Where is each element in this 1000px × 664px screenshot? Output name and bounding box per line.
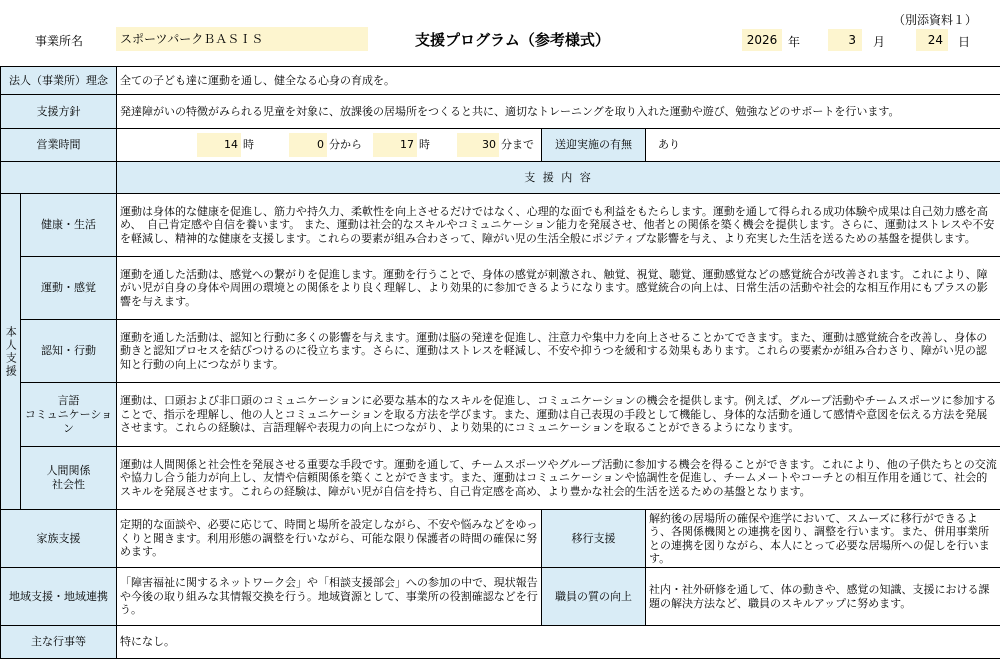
transport-label: 送迎実施の有無 bbox=[542, 129, 646, 162]
month-value[interactable]: 3 bbox=[828, 29, 862, 51]
hours-label: 営業時間 bbox=[1, 129, 117, 162]
personal-support-row-label: 運動・感覚 bbox=[21, 257, 117, 320]
start-hour-value[interactable]: 14 bbox=[197, 133, 241, 157]
support-program-table bbox=[0, 66, 1000, 659]
personal-support-row-label: 人間関係 社会性 bbox=[21, 447, 117, 510]
day-value[interactable]: 24 bbox=[916, 29, 948, 51]
year-value[interactable]: 2026 bbox=[742, 29, 782, 51]
transition-support-label: 移行支援 bbox=[542, 510, 646, 568]
personal-support-row-text: 運動は、口頭および非口頭のコミュニケーションに必要な基本的なスキルを促進し、コミュニケーションの機会を提供します。例えば、グループ活動やチームスポーツに参加することで、指示を理解し、他の人とコミュニケーションを取る方法を学びます。また、運動は自己表現の手段として機能し、身体的な活動を通して感情や意図を伝える方法を発展させます。これらの経験は、言語理解や表現力の向上につながり、より効果的にコミュニケーションを取ることができるようになります。 bbox=[117, 383, 1000, 447]
hours-row bbox=[117, 133, 541, 157]
end-hour-unit: 時 bbox=[419, 138, 430, 152]
personal-support-row-label: 認知・行動 bbox=[21, 320, 117, 383]
family-support-label: 家族支援 bbox=[1, 510, 117, 568]
personal-support-row-text: 運動は人間関係と社会性を発展させる重要な手段です。運動を通して、チームスポーツやグループ活動に参加する機会を得ることができます。これにより、他の子供たちとの交流や協力し合う能力が向上し、友情や信頼関係を築くことができます。また、運動はコミュニケーションや協調性を促進し、チームメートやコーチとの相互作用を通じて、社会的スキルを発展させます。これらの経験は、障がい児が自信を持ち、自己肯定感を高め、より豊かな社会的生活を送るための基盤となります。 bbox=[117, 447, 1000, 510]
philosophy-text: 全ての子ども達に運動を通し、健全なる心身の育成を。 bbox=[117, 67, 1000, 95]
staff-quality-label: 職員の質の向上 bbox=[542, 568, 646, 626]
end-min-unit: 分まで bbox=[501, 138, 534, 152]
hours-cell bbox=[117, 129, 542, 162]
main-events-text: 特になし。 bbox=[117, 626, 1000, 659]
month-label: 月 bbox=[873, 35, 886, 49]
attachment-note: （別添資料１） bbox=[893, 13, 978, 27]
main-events-label: 主な行事等 bbox=[1, 626, 117, 659]
transition-support-text: 解約後の居場所の確保や進学において、スムーズに移行ができるよう、各関係機関との連携を図り、調整を行います。また、併用事業所との連携を図りながら、本人にとって必要な居場所への促しを行います。 bbox=[646, 510, 1000, 568]
end-hour-value[interactable]: 17 bbox=[373, 133, 417, 157]
personal-support-row-text: 運動を通した活動は、認知と行動に多くの影響を与えます。運動は脳の発達を促進し、注意力や集中力を向上させることかてできます。また、運動は感覚統合を改善し、身体の動きと認知プロセスを結びつけるのに役立ちます。さらに、運動はストレスを軽減し、不安や抑うつを緩和する効果もあります。これらの要素かが組み合わさり、障がい児の認知と行動の向上につながります。 bbox=[117, 320, 1000, 383]
end-min-value[interactable]: 30 bbox=[457, 133, 499, 157]
policy-label: 支援方針 bbox=[1, 95, 117, 129]
community-support-text: 「障害福祉に関するネットワーク会」や「相談支援部会」への参加の中で、現状報告や今後の取り組みな其情報交換を行う。地域資源として、事業所の役割確認などを行う。 bbox=[117, 568, 542, 626]
staff-quality-text: 社内・社外研修を通して、体の動きや、感覚の知識、支援における課題の解決方法など、職員のスキルアップに努めます。 bbox=[646, 568, 1000, 626]
personal-support-row-text: 運動は身体的な健康を促進し、筋力や持久力、柔軟性を向上させるだけではなく、心理的な面でも利益をもたらします。運動を通して得られる成功体験や成果は自己効力感を高め、 自己肯定感や自信を養います。 また、運動は社会的なスキルやコミュニケーション能力を発展させ、他者との関係を築く機会を提供します。さらに、運動はストレスや不安を軽減し、精神的な健康を支援します。これらの要素が組み合わさって、障がい児の生活全般にポジティブな影響を与え、より充実した生活を送るための基盤を提供します。 bbox=[117, 194, 1000, 257]
personal-support-row-label: 言語 コミュニケーション bbox=[21, 383, 117, 447]
start-hour-unit: 時 bbox=[243, 138, 254, 152]
support-content-header: 支 援 内 容 bbox=[117, 162, 1000, 194]
start-min-unit: 分から bbox=[329, 138, 362, 152]
philosophy-label: 法人（事業所）理念 bbox=[1, 67, 117, 95]
personal-support-row-text: 運動を通した活動は、感覚への繋がりを促進します。運動を行うことで、身体の感覚が刺激され、触覚、視覚、聴覚、運動感覚などの感覚統合が改善されます。これにより、障がい児が自身の身体や周囲の環境との関係をより良く理解し、より効果的に参加できるようになります。感覚統合の向上は、日常生活の活動や社会的な相互作用にもプラスの影響を与えます。 bbox=[117, 257, 1000, 320]
office-name-value[interactable]: スポーツパークＢＡＳＩＳ bbox=[116, 27, 368, 51]
document-header bbox=[0, 0, 1000, 66]
day-label: 日 bbox=[958, 35, 971, 49]
support-content-header-spacer bbox=[1, 162, 117, 194]
year-label: 年 bbox=[788, 35, 801, 49]
community-support-label: 地域支援・地域連携 bbox=[1, 568, 117, 626]
transport-value: あり bbox=[646, 129, 1000, 162]
document-title: 支援プログラム（参考様式） bbox=[415, 31, 610, 49]
personal-support-row-label: 健康・生活 bbox=[21, 194, 117, 257]
family-support-text: 定期的な面談や、必要に応じて、時間と場所を設定しながら、不安や悩みなどをゆっくりと聞きます。利用形態の調整を行いながら、可能な限り保護者の時間の確保に努めます。 bbox=[117, 510, 542, 568]
personal-support-label: 本人支援 bbox=[1, 194, 21, 510]
start-min-value[interactable]: 0 bbox=[289, 133, 327, 157]
office-name-label: 事業所名 bbox=[35, 34, 84, 48]
policy-text: 発達障がいの特徴がみられる児童を対象に、放課後の居場所をつくると共に、適切なトレーニングを取り入れた運動や遊び、勉強などのサポートを行います。 bbox=[117, 95, 1000, 129]
